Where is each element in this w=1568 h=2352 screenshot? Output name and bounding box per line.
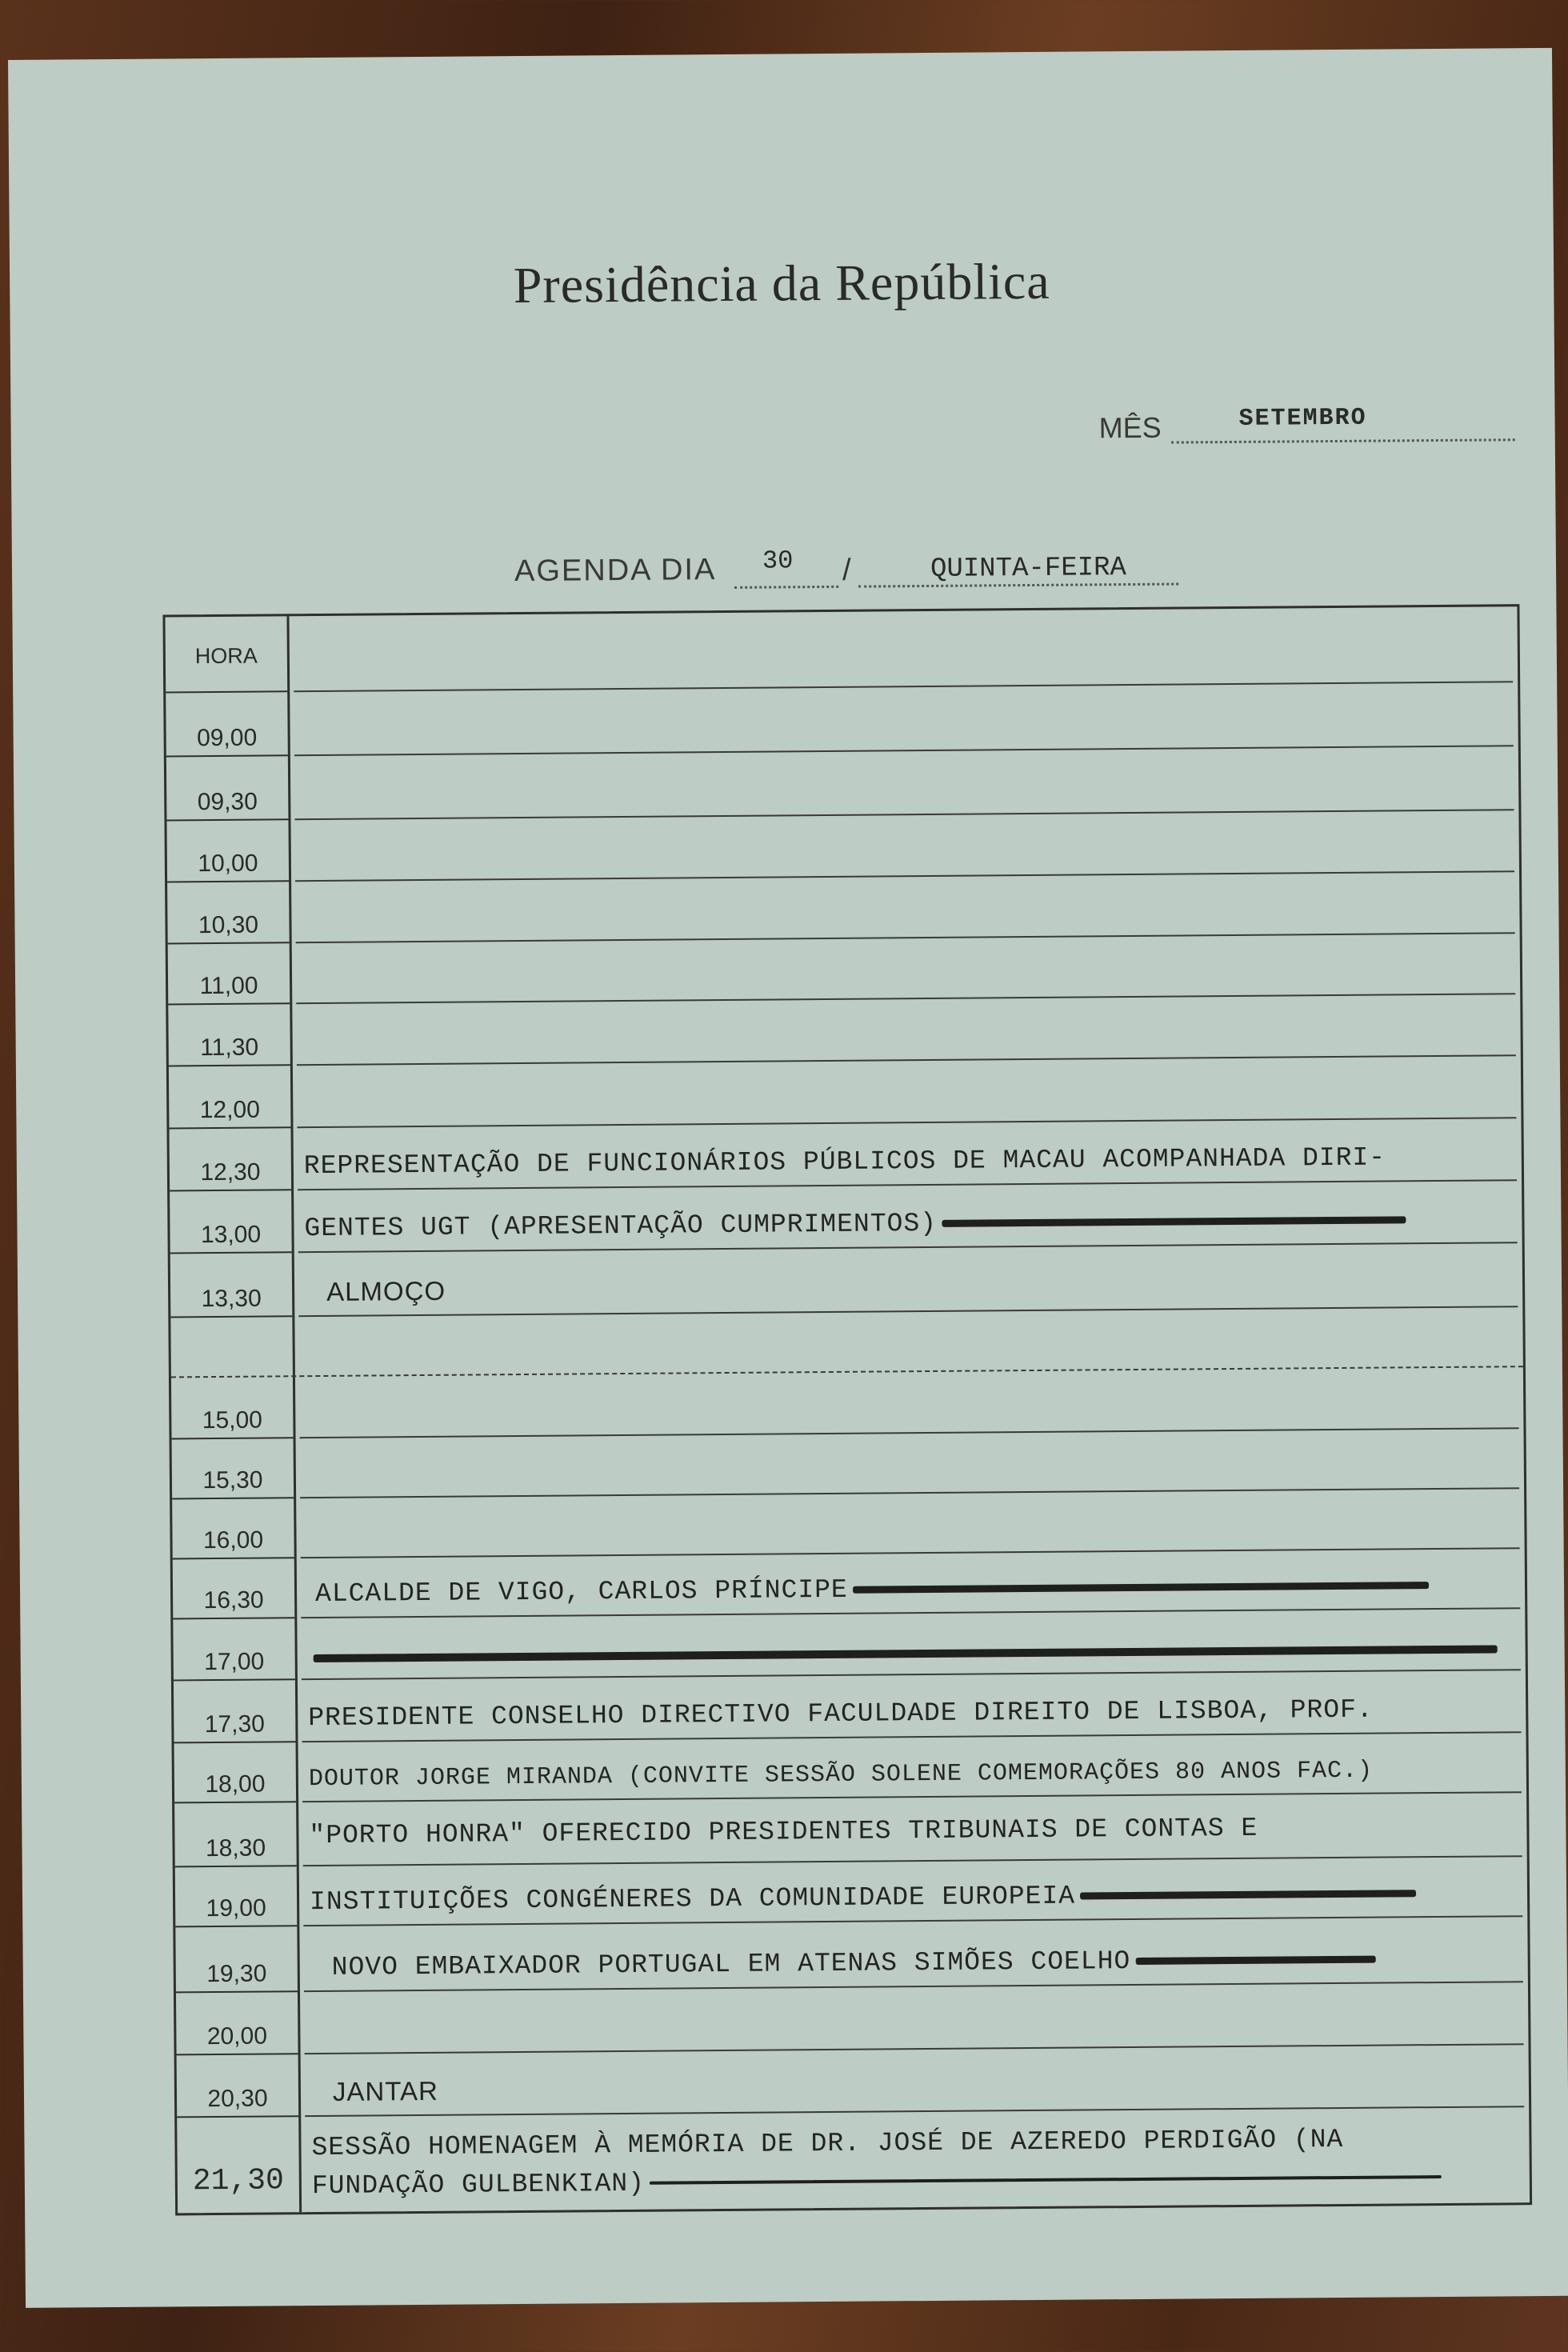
hour-cell: 17,00 [204,1648,265,1676]
table-row [177,2045,1530,2118]
table-row [166,746,1519,821]
hour-cell: 15,00 [202,1406,263,1434]
entry-text [315,1570,1429,1609]
hour-cell: 12,00 [199,1096,260,1124]
hour-cell: 11,00 [199,972,258,1000]
table-row [175,1857,1528,1927]
hour-cell: 18,30 [205,1834,266,1862]
hour-cell: 18,00 [205,1770,266,1798]
strike-bar [1135,1955,1375,1964]
hour-cell: 21,30 [192,2163,285,2199]
day-separator: / [842,553,851,587]
hour-cell: 20,00 [206,2022,268,2050]
entry-label: ALCALDE DE VIGO, CARLOS PRÍNCIPE [314,1574,848,1610]
month-label: MÊS [1098,410,1162,445]
table-row [168,994,1521,1066]
table-row [176,1982,1529,2055]
table-row [177,2107,1530,2213]
table-row [166,682,1518,757]
entry-text: ALMOÇO [326,1275,446,1306]
hour-cell: 17,30 [204,1710,266,1738]
table-row [170,1181,1522,1254]
table-header-row [165,606,1518,693]
entry-text: JANTAR [332,2075,439,2106]
day-value: 30 [762,546,794,576]
hour-cell: 16,00 [202,1526,264,1554]
hour-cell: 09,00 [196,724,258,752]
schedule-table [162,604,1532,2215]
strike-bar [1080,1890,1416,1899]
hour-cell: 19,00 [206,1894,266,1922]
entry-text [332,1945,1376,1982]
table-row [172,1429,1525,1499]
table-row [171,1367,1524,1439]
hour-cell [171,1372,293,1373]
hour-cell: 20,30 [207,2085,268,2113]
entry-label: FUNDAÇÃO GULBENKIAN) [311,2168,646,2202]
strike-bar [853,1582,1429,1594]
table-row [175,1917,1528,1993]
entry-text: SESSÃO HOMENAGEM À MEMÓRIA DE DR. JOSÉ DE AZEREDO PERDIGÃO (NA [311,2124,1344,2163]
table-row [170,1118,1522,1191]
table-row [168,934,1521,1005]
day-dotted-line [734,586,838,589]
hour-cell: 10,00 [198,850,258,878]
entry-text [310,1878,1416,1917]
hour-cell: 19,30 [206,1960,267,1988]
hour-cell: 13,00 [200,1221,262,1249]
hour-cell: 11,30 [200,1034,259,1062]
table-row [170,1243,1523,1318]
entry-label: INSTITUIÇÕES CONGÉNERES DA COMUNIDADE EUROPEIA [309,1881,1076,1918]
hour-cell: 16,30 [203,1586,264,1614]
table-row [170,1307,1523,1378]
table-row [166,810,1519,882]
page-title: Presidência da República [513,252,1050,314]
table-row [167,872,1520,944]
agenda-sheet [8,48,1568,2308]
table-row [173,1549,1526,1619]
hour-cell: 13,30 [201,1285,262,1313]
hour-cell: 12,30 [200,1158,261,1186]
entry-label: NOVO EMBAIXADOR PORTUGAL EM ATENAS SIMÕES COELHO [331,1946,1131,1982]
strike-bar [942,1216,1406,1227]
table-row [174,1733,1527,1803]
entry-text: PRESIDENTE CONSELHO DIRECTIVO FACULDADE DIREITO DE LISBOA, PROF. [308,1694,1374,1734]
strike-bar [650,2175,1442,2185]
agenda-day-field [514,542,1187,612]
hour-cell: 15,30 [202,1466,263,1494]
entry-text: DOUTOR JORGE MIRANDA (CONVITE SESSÃO SOLENE COMEMORAÇÕES 80 ANOS FAC.) [308,1757,1374,1794]
table-row [169,1056,1522,1129]
table-row [172,1489,1525,1559]
hour-column-header: HORA [194,643,258,669]
month-field [1098,404,1515,467]
hour-cell: 10,30 [198,911,259,939]
table-row [174,1793,1527,1867]
agenda-day-label: AGENDA DIA [514,553,717,589]
entry-text [312,2162,1442,2201]
table-row [174,1670,1526,1743]
month-value: SETEMBRO [1238,404,1367,433]
hour-cell: 09,30 [197,788,258,816]
entry-text: REPRESENTAÇÃO DE FUNCIONÁRIOS PÚBLICOS DE MACAU ACOMPANHADA DIRI- [303,1142,1386,1182]
month-dotted-line [1171,438,1515,443]
weekday-value: QUINTA-FEIRA [930,553,1127,585]
strike-bar [314,1645,1498,1662]
entry-label: GENTES UGT (APRESENTAÇÃO CUMPRIMENTOS) [304,1208,938,1244]
entry-text [304,1205,1406,1243]
entry-text: "PORTO HONRA" OFERECIDO PRESIDENTES TRIBUNAIS DE CONTAS E [309,1813,1258,1851]
table-row [173,1609,1526,1681]
